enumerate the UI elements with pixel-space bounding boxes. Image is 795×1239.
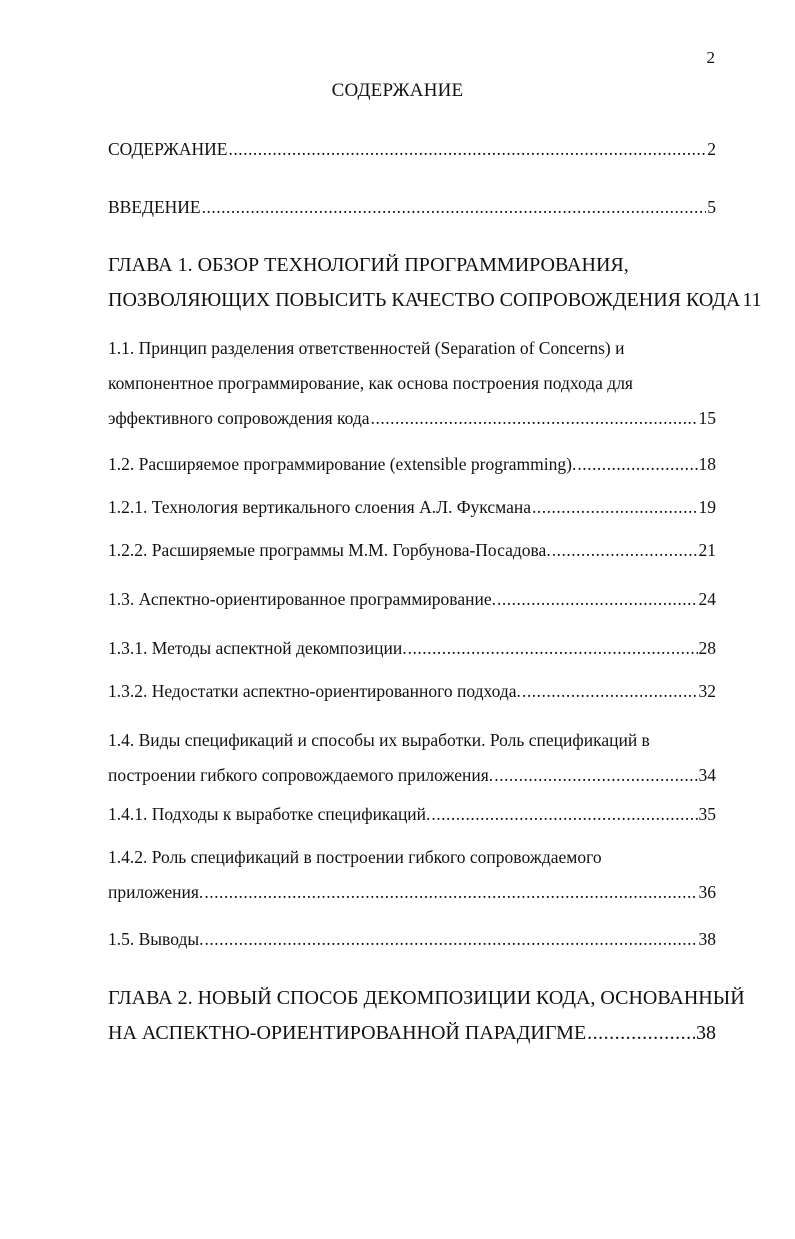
toc-entry-title: 1.2.1. Технология вертикального слоения А.Л. Фуксмана [108, 497, 531, 517]
toc-entry[interactable] [108, 674, 716, 709]
toc-leader-dots [371, 401, 698, 436]
toc-entry-page: 21 [698, 540, 716, 560]
toc-entry-title: НА АСПЕКТНО-ОРИЕНТИРОВАННОЙ ПАРАДИГМЕ [108, 1022, 587, 1044]
toc-entry-page: 24 [698, 589, 716, 609]
toc-entry-title: 1.5. Выводы. [108, 929, 204, 949]
toc-entry-line: ГЛАВА 1. ОБЗОР ТЕХНОЛОГИЙ ПРОГРАММИРОВАНИЯ, [108, 254, 629, 276]
toc-entry-page: 28 [698, 638, 716, 658]
toc-leader-dots [577, 447, 697, 482]
toc-entry[interactable] [108, 331, 716, 436]
toc-entry-title: 1.3.1. Методы аспектной декомпозиции. [108, 638, 407, 658]
toc-entry-title: приложения. [108, 882, 204, 902]
toc-entry[interactable] [108, 840, 716, 910]
page-number: 2 [706, 48, 715, 67]
toc-entry-title: ПОЗВОЛЯЮЩИХ ПОВЫСИТЬ КАЧЕСТВО СОПРОВОЖДЕНИЯ КОДА [108, 289, 741, 311]
toc-entry-title: 1.3. Аспектно-ориентированное программирование. [108, 589, 496, 609]
toc-entry[interactable] [108, 533, 716, 568]
toc-entry[interactable] [108, 723, 716, 793]
toc-entry-title: 1.2.2. Расширяемые программы М.М. Горбунова-Посадова. [108, 540, 551, 560]
toc-leader-dots [494, 758, 697, 793]
toc-leader-dots [202, 190, 707, 225]
toc-entry[interactable] [108, 582, 716, 617]
toc-entry-page: 2 [707, 139, 716, 159]
toc-entry-title: эффективного сопровождения кода [108, 408, 370, 428]
toc-entry-page: 35 [698, 804, 716, 824]
toc-entry[interactable] [108, 631, 716, 666]
toc-entry[interactable] [108, 447, 716, 482]
toc-entry-page: 15 [698, 408, 716, 428]
toc-leader-dots [408, 631, 698, 666]
toc-chapter-entry[interactable] [108, 248, 762, 318]
toc-entry-line: ГЛАВА 2. НОВЫЙ СПОСОБ ДЕКОМПОЗИЦИИ КОДА, ОСНОВАННЫЙ [108, 987, 745, 1009]
toc-chapter-entry[interactable] [108, 981, 745, 1051]
toc-entry[interactable] [108, 190, 716, 225]
toc-entry-page: 34 [698, 765, 716, 785]
toc-leader-dots [204, 875, 697, 910]
toc-entry-line: 1.1. Принцип разделения ответственностей (Separation of Concerns) и [108, 338, 625, 358]
toc-entry-page: 38 [698, 929, 716, 949]
toc-entry-title: 1.3.2. Недостатки аспектно-ориентированного подхода. [108, 681, 521, 701]
toc-entry-page: 19 [698, 497, 716, 517]
toc-entry-page: 11 [742, 289, 762, 311]
toc-entry-page: 36 [698, 882, 716, 902]
toc-leader-dots [204, 922, 697, 957]
toc-entry-title: 1.2. Расширяемое программирование (extensible programming). [108, 454, 577, 474]
toc-leader-dots [522, 674, 698, 709]
toc-leader-dots [431, 797, 697, 832]
toc-entry-page: 18 [698, 454, 716, 474]
toc-leader-dots [532, 490, 698, 525]
toc-entry[interactable] [108, 797, 716, 832]
toc-entry[interactable] [108, 132, 716, 167]
toc-leader-dots [228, 132, 706, 167]
toc-entry-title: ВВЕДЕНИЕ [108, 197, 201, 217]
page-title: СОДЕРЖАНИЕ [331, 80, 464, 101]
toc-entry-title: СОДЕРЖАНИЕ [108, 139, 228, 159]
toc-entry-page: 32 [698, 681, 716, 701]
toc-leader-dots [587, 1016, 695, 1051]
toc-entry-title: 1.4.1. Подходы к выработке спецификаций. [108, 804, 431, 824]
toc-entry-page: 5 [707, 197, 716, 217]
toc-entry-title: построении гибкого сопровождаемого приложения. [108, 765, 494, 785]
toc-entry-page: 38 [696, 1022, 716, 1044]
toc-entry-line: 1.4.2. Роль спецификаций в построении гибкого сопровождаемого [108, 847, 602, 867]
toc-entry[interactable] [108, 490, 716, 525]
toc-leader-dots [497, 582, 698, 617]
toc-leader-dots [552, 533, 698, 568]
toc-entry-line: 1.4. Виды спецификаций и способы их выработки. Роль спецификаций в [108, 730, 650, 750]
toc-entry-line: компонентное программирование, как основа построения подхода для [108, 373, 633, 393]
toc-entry[interactable] [108, 922, 716, 957]
